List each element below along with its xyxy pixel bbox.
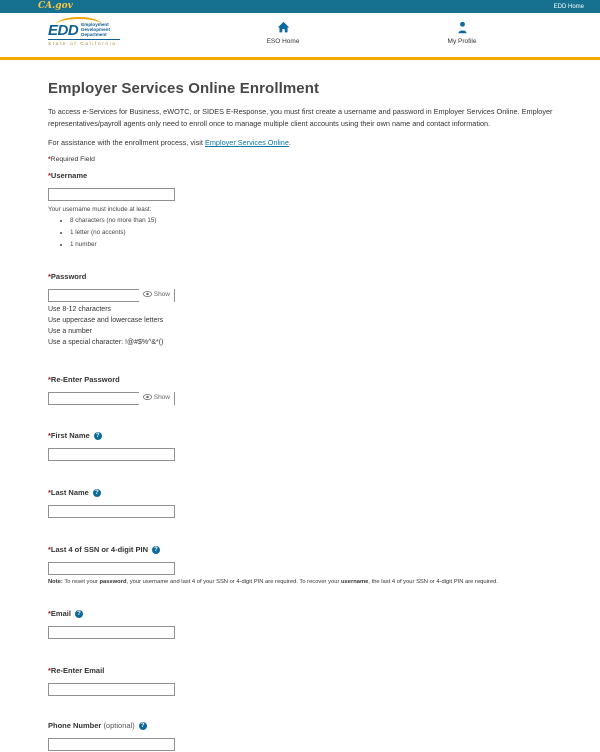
help-icon[interactable]: ? bbox=[93, 489, 101, 497]
employer-services-online-link[interactable]: Employer Services Online bbox=[204, 138, 289, 148]
password-label: *Password bbox=[48, 272, 87, 282]
phone-field-group bbox=[48, 721, 558, 752]
help-icon[interactable]: ? bbox=[152, 546, 160, 554]
nav-eso-home[interactable] bbox=[251, 21, 315, 45]
password-rule: Use 8-12 characters bbox=[48, 306, 112, 314]
username-hint: • 8 characters (no more than 15) bbox=[70, 217, 558, 224]
ssn-pin-note: Note: To reset your password, your username and last 4 of your SSN or 4-digit PIN are required. To recover your username, the last 4 of your SSN or 4-digit PIN are required. bbox=[48, 579, 498, 586]
edd-logo-mark: EDD bbox=[48, 22, 79, 39]
username-input[interactable] bbox=[48, 188, 175, 201]
first-name-input[interactable] bbox=[48, 448, 175, 461]
edd-logo-rule bbox=[48, 39, 120, 40]
password-field-group bbox=[48, 272, 558, 348]
reenter-password-field-group bbox=[48, 375, 558, 406]
password-rules bbox=[48, 305, 558, 348]
assistance-paragraph: For assistance with the enrollment process, visit Employer Services Online. bbox=[48, 138, 291, 148]
email-label: *Email ? bbox=[48, 609, 558, 618]
ssn-pin-input[interactable] bbox=[48, 562, 175, 575]
page-title: Employer Services Online Enrollment bbox=[48, 80, 320, 97]
last-name-label: *Last Name ? bbox=[48, 488, 558, 497]
required-asterisk: * bbox=[48, 156, 51, 164]
edd-home-link[interactable]: EDD Home bbox=[553, 3, 584, 10]
reenter-email-label: *Re-Enter Email bbox=[48, 666, 105, 676]
edd-logo-state: State of California bbox=[48, 42, 117, 47]
reenter-email-input[interactable] bbox=[48, 683, 175, 696]
nav-eso-home-label: ESO Home bbox=[266, 38, 300, 45]
eye-icon bbox=[143, 291, 152, 297]
required-field-note: *Required Field bbox=[48, 156, 95, 164]
reenter-password-label: *Re-Enter Password bbox=[48, 375, 120, 385]
email-input[interactable] bbox=[48, 626, 175, 639]
edd-logo-text: Employment Development Department bbox=[81, 22, 111, 37]
reenter-email-field-group bbox=[48, 666, 558, 697]
password-rule: Use a special character: !@#$%^&*() bbox=[48, 338, 164, 346]
ssn-pin-label: *Last 4 of SSN or 4-digit PIN ? bbox=[48, 545, 558, 554]
phone-label: Phone Number (optional) ? bbox=[48, 721, 558, 730]
help-icon[interactable]: ? bbox=[94, 432, 102, 440]
home-icon bbox=[277, 21, 290, 34]
last-name-input[interactable] bbox=[48, 505, 175, 518]
first-name-field-group bbox=[48, 431, 558, 462]
password-rule: Use uppercase and lowercase letters bbox=[48, 316, 164, 324]
help-icon[interactable]: ? bbox=[75, 610, 83, 618]
username-label: *Username bbox=[48, 171, 88, 181]
site-header bbox=[0, 13, 600, 57]
nav-my-profile[interactable] bbox=[430, 21, 494, 45]
password-show-button[interactable]: Show bbox=[139, 286, 174, 302]
eye-icon bbox=[143, 394, 152, 400]
nav-my-profile-label: My Profile bbox=[447, 38, 477, 45]
email-field-group bbox=[48, 609, 558, 640]
help-icon[interactable]: ? bbox=[139, 722, 147, 730]
first-name-label: *First Name ? bbox=[48, 431, 558, 440]
ssn-pin-field-group bbox=[48, 545, 558, 585]
intro-paragraph: To access e-Services for Business, eWOTC, or SIDES E-Response, you must first create a username and password in Employer Services Online. Employer representatives/payroll agents only need to enroll once to manage multiple client accounts using their own name and contact information. bbox=[48, 107, 553, 129]
username-field-group bbox=[48, 171, 558, 248]
edd-logo[interactable] bbox=[48, 17, 120, 47]
username-hint: • 1 number bbox=[70, 241, 558, 248]
username-hint-title: Your username must include at least: bbox=[48, 206, 152, 214]
ca-gov-logo[interactable]: CA.gov bbox=[38, 1, 73, 11]
username-hint: • 1 letter (no accents) bbox=[70, 229, 558, 236]
phone-input[interactable] bbox=[48, 738, 175, 751]
last-name-field-group bbox=[48, 488, 558, 519]
reenter-password-show-button[interactable]: Show bbox=[139, 389, 174, 405]
top-utility-bar bbox=[0, 0, 600, 13]
enrollment-form bbox=[0, 60, 600, 752]
username-hints bbox=[70, 217, 558, 248]
password-rule: Use a number bbox=[48, 327, 92, 335]
person-icon bbox=[456, 21, 469, 34]
